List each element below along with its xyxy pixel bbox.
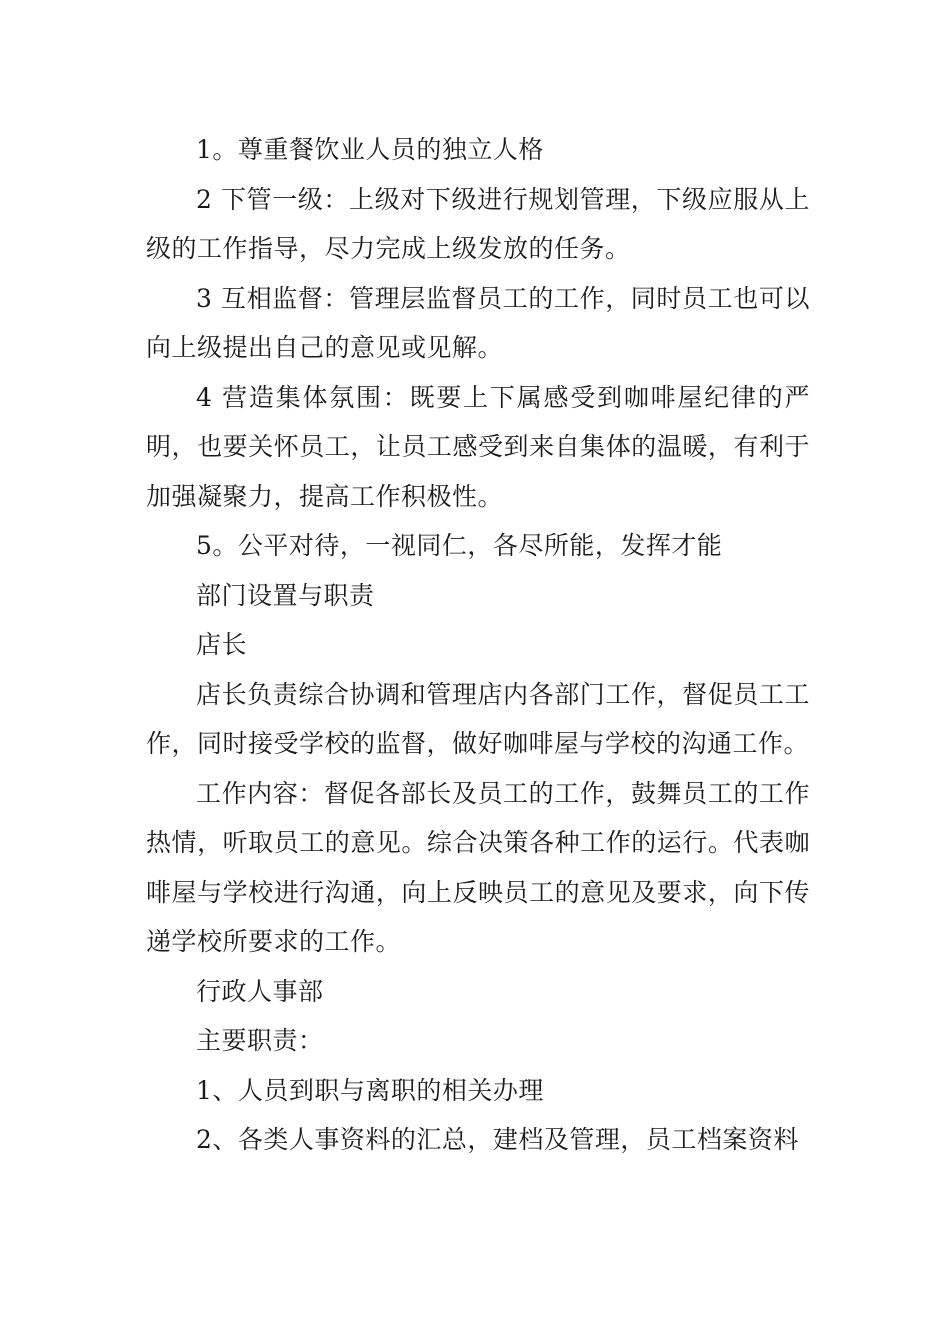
principle-1-paragraph: 1。尊重餐饮业人员的独立人格 xyxy=(196,135,544,164)
principle-2-paragraph: 2 下管一级：上级对下级进行规划管理，下级应服从上级的工作指导，尽力完成上级发放的任务。 xyxy=(146,184,810,263)
principle-5-paragraph: 5。公平对待，一视同仁，各尽所能，发挥才能 xyxy=(196,531,723,560)
document-body xyxy=(146,125,810,1165)
duty-item-2: 2、各类人事资料的汇总，建档及管理，员工档案资料 xyxy=(196,1125,799,1154)
main-duties-label: 主要职责： xyxy=(196,1026,324,1055)
subheading-admin-hr: 行政人事部 xyxy=(196,976,324,1006)
store-manager-work-content-paragraph: 工作内容：督促各部长及员工的工作，鼓舞员工的工作热情，听取员工的意见。综合决策各种工作的运行。代表咖啡屋与学校进行沟通，向上反映员工的意见及要求，向下传递学校所要求的工作。 xyxy=(146,778,810,956)
subheading-store-manager: 店长 xyxy=(196,630,248,659)
store-manager-duty-paragraph: 店长负责综合协调和管理店内各部门工作，督促员工工作，同时接受学校的监督，做好咖啡屋与学校的沟通工作。 xyxy=(146,679,810,758)
principle-4-paragraph: 4 营造集体氛围：既要上下属感受到咖啡屋纪律的严明，也要关怀员工，让员工感受到来自集体的温暖，有利于加强凝聚力，提高工作积极性。 xyxy=(146,382,810,511)
section-heading-departments: 部门设置与职责 xyxy=(196,580,375,610)
duty-item-1: 1、人员到职与离职的相关办理 xyxy=(196,1075,544,1105)
principle-3-paragraph: 3 互相监督：管理层监督员工的工作，同时员工也可以向上级提出自己的意见或见解。 xyxy=(146,283,810,362)
